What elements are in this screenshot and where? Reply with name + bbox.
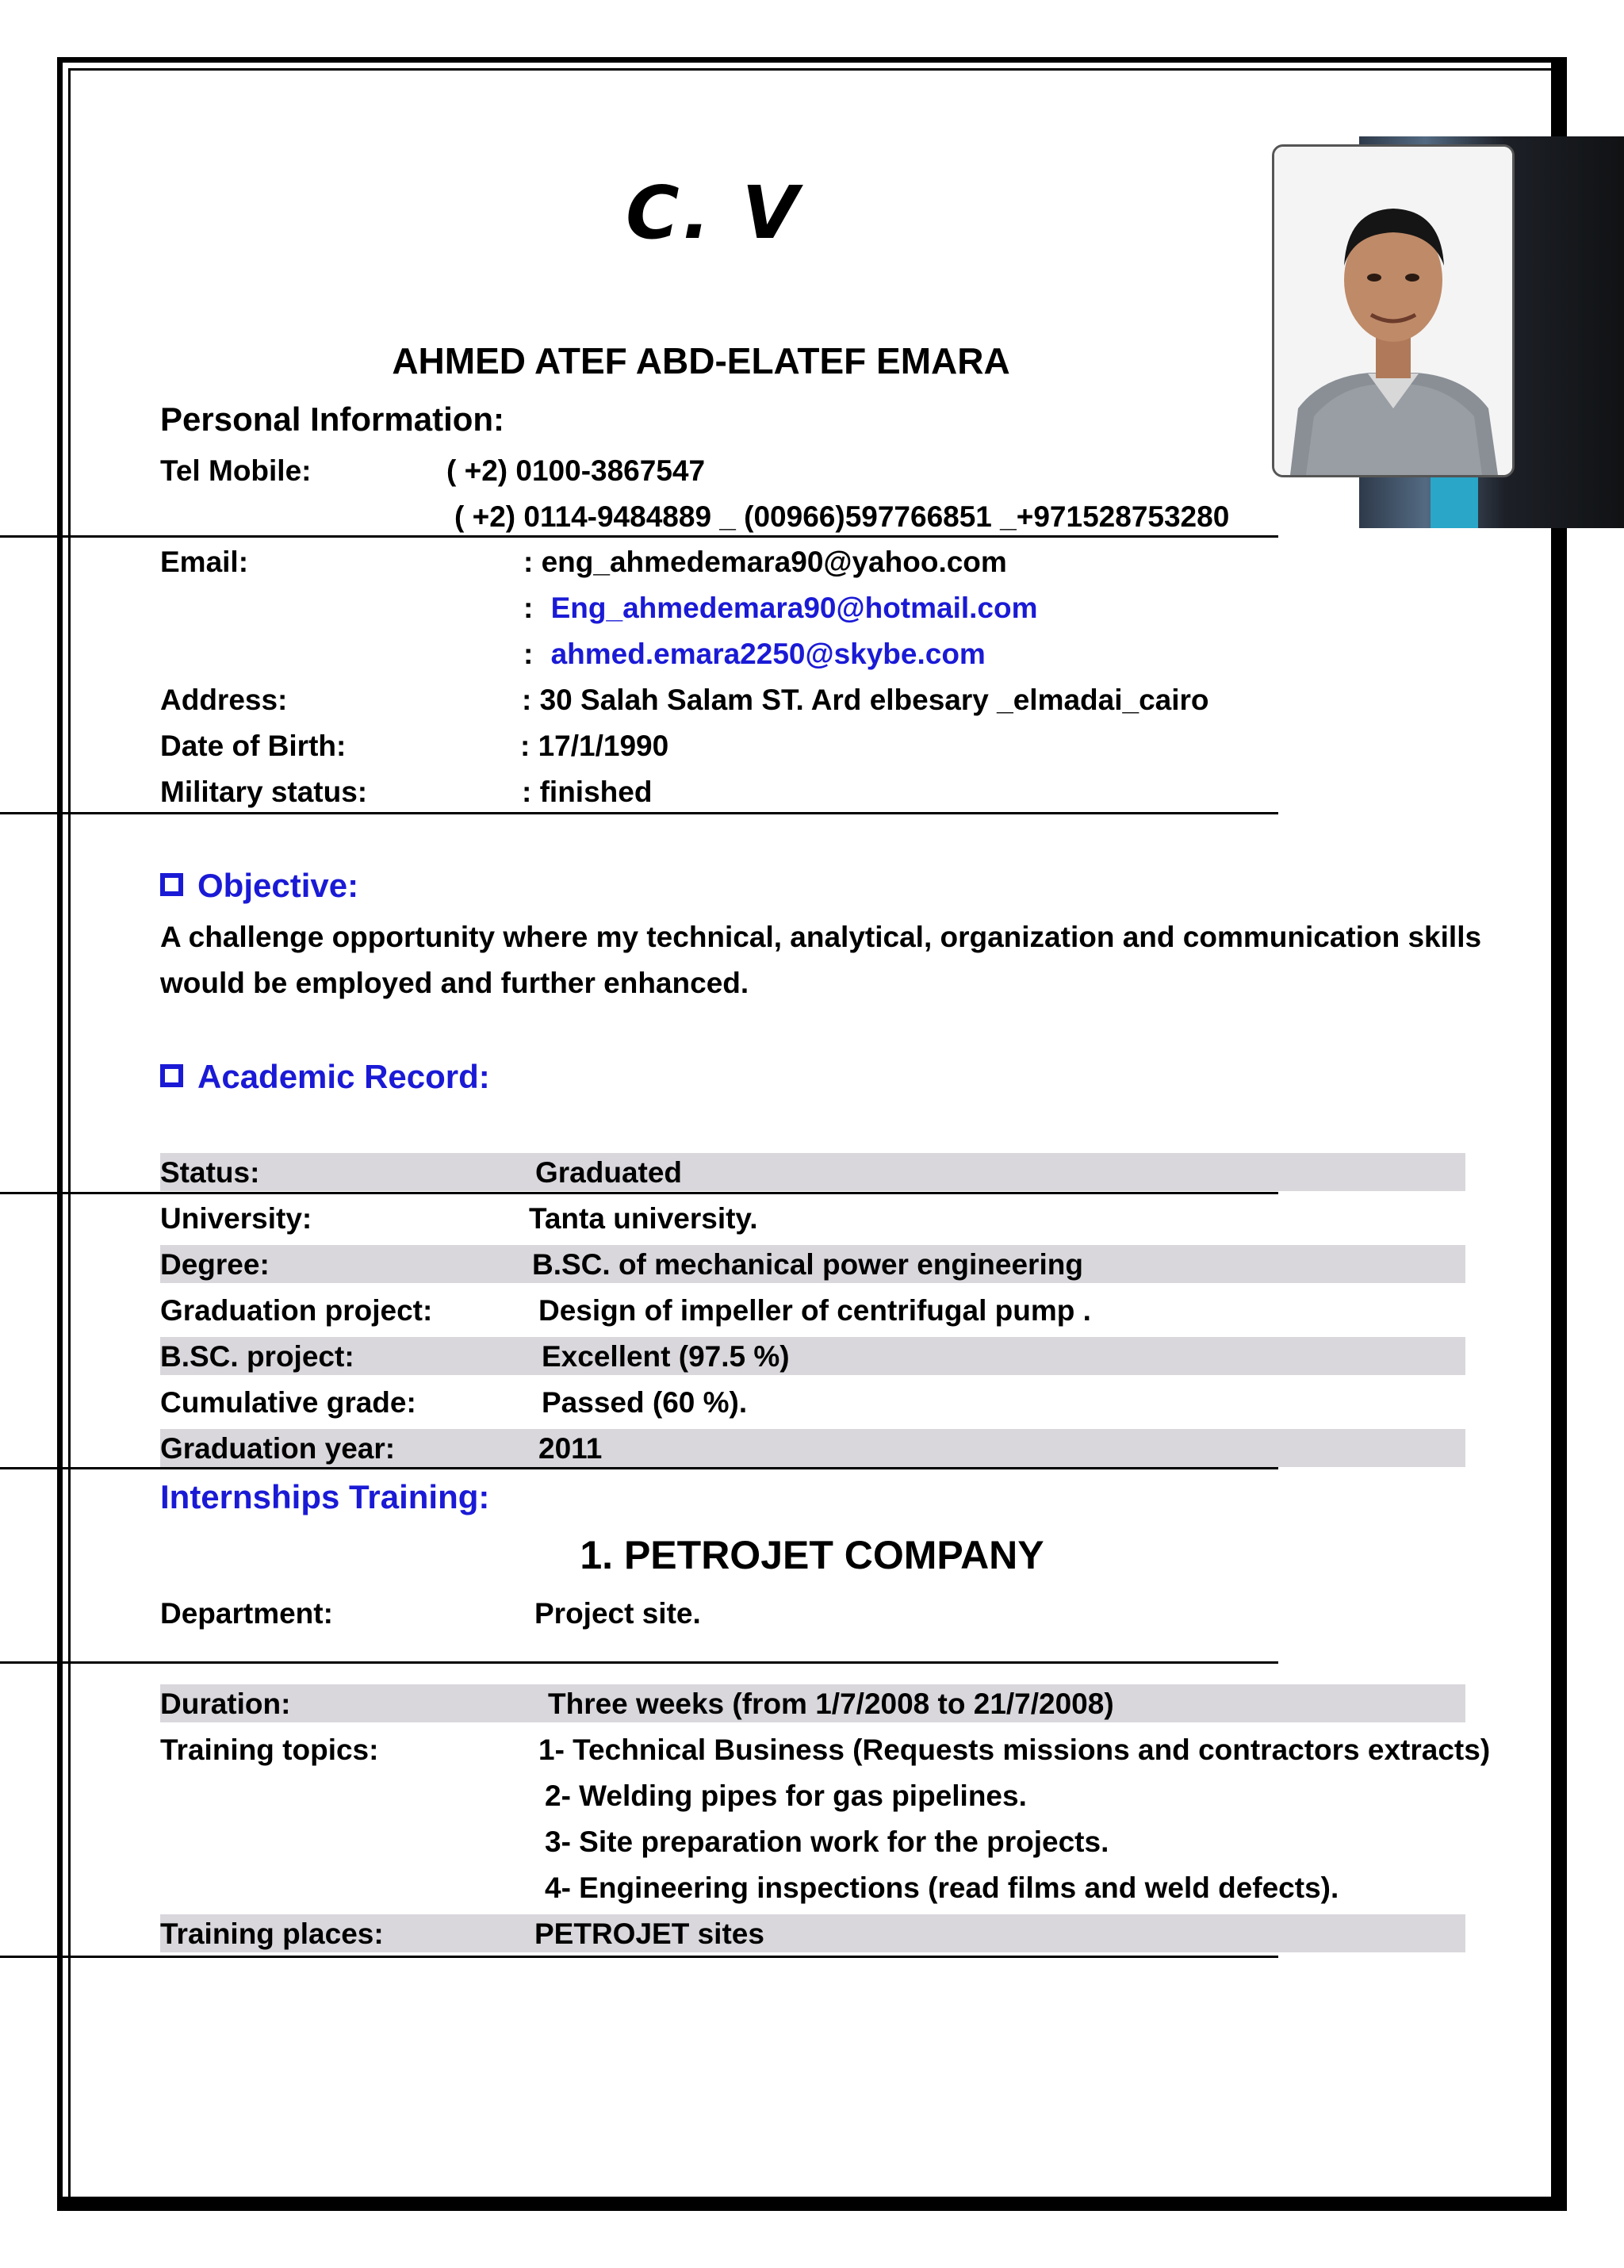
academic-row-value: Excellent (97.5 %) (542, 1340, 790, 1373)
academic-row-label: B.SC. project: (160, 1340, 354, 1373)
duration-label: Duration: (160, 1688, 291, 1720)
row-shade (160, 1337, 1465, 1375)
email-value-1: : eng_ahmedemara90@yahoo.com (523, 546, 1007, 578)
topic-item: 1- Technical Business (Requests missions and contractors extracts) (538, 1734, 1491, 1766)
military-value: : finished (522, 776, 653, 808)
objective-text-line-2: would be employed and further enhanced. (160, 967, 749, 999)
academic-row-label: Graduation year: (160, 1432, 396, 1465)
cv-title: C. V (626, 170, 802, 255)
academic-row-value: Design of impeller of centrifugal pump . (538, 1294, 1091, 1327)
academic-row-label: Graduation project: (160, 1294, 433, 1327)
duration-value: Three weeks (from 1/7/2008 to 21/7/2008) (548, 1688, 1114, 1720)
row-shade (160, 1153, 1465, 1191)
email-label: Email: (160, 546, 249, 578)
academic-row-value: Tanta university. (529, 1202, 758, 1235)
places-label: Training places: (160, 1917, 384, 1950)
topics-label: Training topics: (160, 1734, 379, 1766)
email-prefix: : (523, 638, 534, 670)
academic-row-label: University: (160, 1202, 312, 1235)
places-value: PETROJET sites (534, 1917, 764, 1950)
tel-label: Tel Mobile: (160, 454, 312, 487)
department-value: Project site. (534, 1597, 701, 1630)
email-prefix: : (523, 592, 534, 624)
military-label: Military status: (160, 776, 368, 808)
divider (0, 1661, 1278, 1664)
square-bullet-icon (160, 1064, 183, 1087)
academic-row-value: B.SC. of mechanical power engineering (532, 1248, 1083, 1281)
academic-heading: Academic Record: (160, 1058, 490, 1096)
department-label: Department: (160, 1597, 333, 1630)
company-name: 1. PETROJET COMPANY (580, 1533, 1044, 1577)
topic-item: 3- Site preparation work for the projects. (545, 1826, 1109, 1858)
objective-heading: Objective: (160, 867, 358, 905)
academic-row-value: 2011 (538, 1432, 603, 1465)
divider (0, 1956, 1278, 1958)
address-label: Address: (160, 684, 288, 716)
objective-text-line-1: A challenge opportunity where my technical, analytical, organization and communication skills (160, 921, 1482, 953)
tel-value-1: ( +2) 0100-3867547 (446, 454, 706, 487)
personal-info-heading: Personal Information: (160, 400, 505, 438)
divider (0, 1192, 1278, 1194)
email-line-3 (523, 638, 986, 671)
tel-value-2: ( +2) 0114-9484889 _ (00966)597766851 _+971528753280 (454, 500, 1230, 533)
address-value: : 30 Salah Salam ST. Ard elbesary _elmadai_cairo (522, 684, 1209, 716)
academic-row-value: Graduated (535, 1156, 683, 1189)
email-line-2 (523, 592, 1038, 625)
topic-item: 4- Engineering inspections (read films and weld defects). (545, 1871, 1339, 1904)
email-link-skybe[interactable]: ahmed.emara2250@skybe.com (550, 638, 986, 670)
academic-row-label: Cumulative grade: (160, 1386, 416, 1419)
academic-row-label: Degree: (160, 1248, 270, 1281)
square-bullet-icon (160, 873, 183, 896)
divider (0, 535, 1278, 538)
dob-label: Date of Birth: (160, 730, 347, 762)
email-link-hotmail[interactable]: Eng_ahmedemara90@hotmail.com (550, 592, 1038, 624)
academic-row-label: Status: (160, 1156, 260, 1189)
candidate-name: AHMED ATEF ABD-ELATEF EMARA (392, 340, 1010, 381)
academic-row-value: Passed (60 %). (542, 1386, 748, 1419)
topic-item: 2- Welding pipes for gas pipelines. (545, 1780, 1027, 1812)
page-border-shadow-bottom (57, 2197, 1567, 2208)
divider (0, 1467, 1278, 1469)
divider (0, 812, 1278, 814)
internships-heading: Internships Training: (160, 1478, 490, 1515)
dob-value: : 17/1/1990 (520, 730, 669, 762)
